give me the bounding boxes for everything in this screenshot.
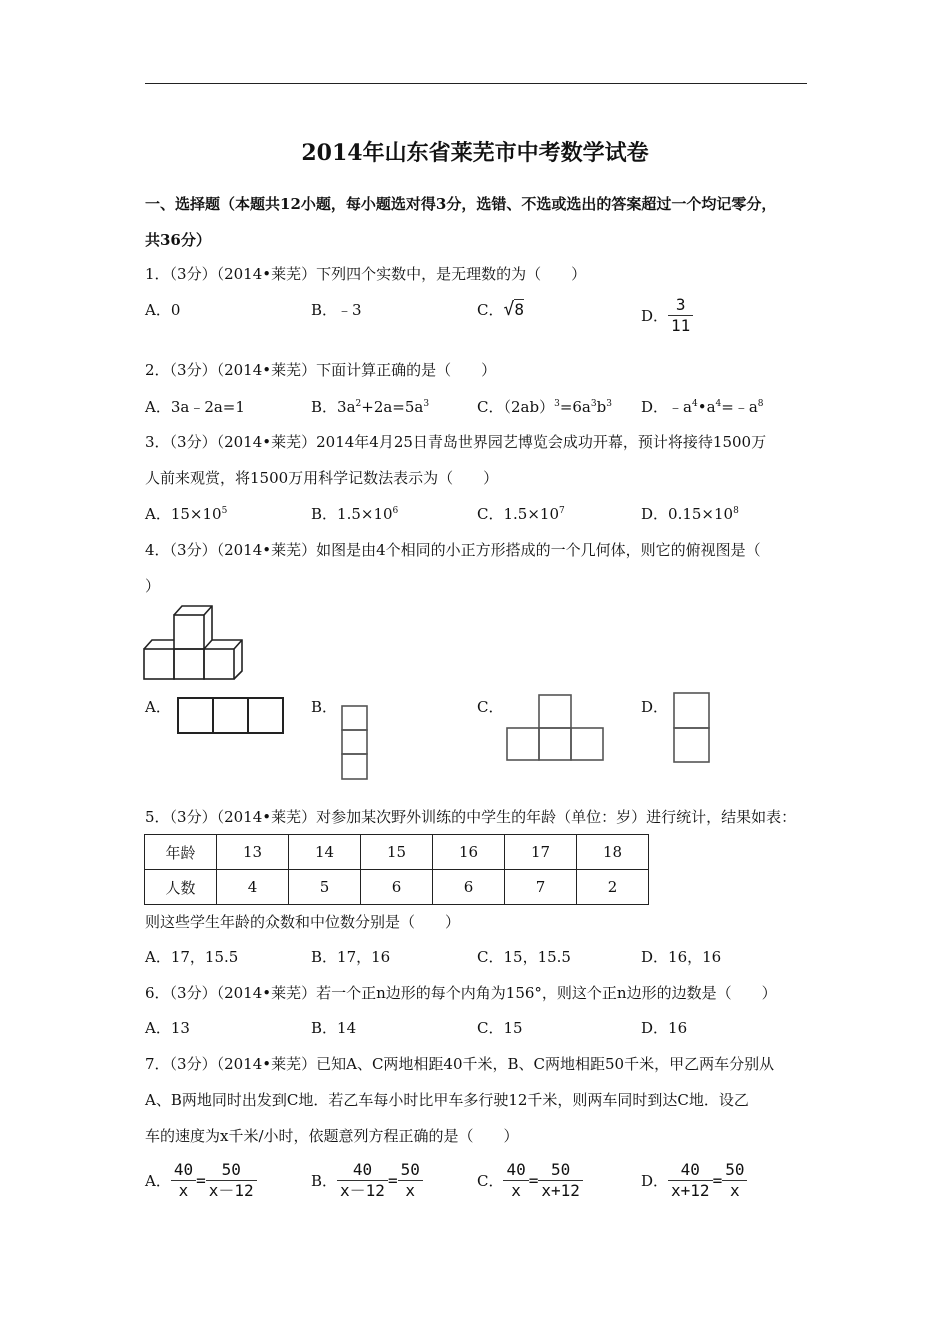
q3-option-b xyxy=(311,503,398,524)
fraction xyxy=(668,1160,713,1201)
q7-option-b xyxy=(311,1160,423,1201)
exponent: 4 xyxy=(691,399,698,409)
exponent: 3 xyxy=(554,399,560,409)
q5-option-d: D．16，16 xyxy=(641,948,722,966)
header-rule xyxy=(145,83,807,84)
q6-option-d: D．16 xyxy=(641,1019,688,1037)
text: B．1.5×10 xyxy=(311,505,393,523)
fraction-denominator: x+12 xyxy=(541,1181,580,1200)
q4-option-c-label: C． xyxy=(477,698,504,716)
q5-stem: 5．（3分）（2014•莱芜）对参加某次野外训练的中学生的年龄（单位：岁）进行统计，结果如表： xyxy=(145,808,797,826)
table-cell: 4 xyxy=(217,870,289,905)
q7-option-d xyxy=(641,1160,747,1201)
option-label: D． xyxy=(641,1172,669,1190)
q1-option-c-label: C． xyxy=(477,301,504,319)
q1-option-a: A．0 xyxy=(145,301,181,319)
q1-option-b: B．﹣3 xyxy=(311,301,362,319)
q5-after: 则这些学生年龄的众数和中位数分别是（ ） xyxy=(145,913,461,931)
q7-line1: 7．（3分）（2014•莱芜）已知A、C两地相距40千米，B、C两地相距50千米，甲乙两车分别从 xyxy=(145,1055,775,1073)
q4-option-a-figure xyxy=(177,697,285,735)
exponent: 4 xyxy=(715,399,722,409)
equals-sign: = xyxy=(712,1171,723,1190)
equals-sign: = xyxy=(387,1171,398,1190)
exponent: 2 xyxy=(355,399,362,409)
fraction-denominator: x－12 xyxy=(208,1181,254,1200)
fraction-numerator: 50 xyxy=(722,1160,747,1181)
fraction-numerator: 40 xyxy=(337,1160,388,1181)
q4-option-a-label: A． xyxy=(145,698,171,716)
fraction xyxy=(337,1160,388,1201)
exponent: 8 xyxy=(757,399,764,409)
q4-option-d-figure xyxy=(673,692,711,764)
q7-option-a xyxy=(145,1160,257,1201)
q3-line2: 人前来观赏，将1500万用科学记数法表示为（ ） xyxy=(145,469,499,487)
q4-option-d-label: D． xyxy=(641,698,669,716)
exponent: 8 xyxy=(733,506,739,516)
exponent: 7 xyxy=(559,506,565,516)
fraction-numerator: 50 xyxy=(538,1160,583,1181)
fraction xyxy=(503,1160,528,1201)
fraction xyxy=(538,1160,583,1201)
text: D．0.15×10 xyxy=(641,505,734,523)
exponent: 5 xyxy=(221,506,228,516)
q7-line2: A、B两地同时出发到C地．若乙车每小时比甲车多行驶12千米，则两车同时到达C地．设乙 xyxy=(145,1091,749,1109)
table-cell: 16 xyxy=(433,835,505,870)
fraction xyxy=(206,1160,257,1201)
exponent: 3 xyxy=(590,399,597,409)
q1-stem: 1．（3分）（2014•莱芜）下列四个实数中，是无理数的为（ ） xyxy=(145,265,587,283)
fraction-numerator: 40 xyxy=(668,1160,713,1181)
q3-line1: 3．（3分）（2014•莱芜）2014年4月25日青岛世界园艺博览会成功开幕，预计将接待1500万 xyxy=(145,433,767,451)
option-label: C． xyxy=(477,1172,504,1190)
q1-option-d-label: D． xyxy=(641,307,669,325)
table-row xyxy=(145,870,649,905)
text: =6a xyxy=(559,398,591,416)
fraction-denominator: x xyxy=(730,1181,740,1200)
table-cell: 人数 xyxy=(145,870,217,905)
exponent: 3 xyxy=(423,399,430,409)
q2-stem: 2．（3分）（2014•莱芜）下面计算正确的是（ ） xyxy=(145,361,497,379)
q4-line2: ） xyxy=(145,577,161,595)
table-cell: 18 xyxy=(577,835,649,870)
fraction xyxy=(722,1160,747,1201)
equals-sign: = xyxy=(528,1171,539,1190)
section-heading-line2: 共36分） xyxy=(145,231,211,249)
q4-line1: 4．（3分）（2014•莱芜）如图是由4个相同的小正方形搭成的一个几何体，则它的俯视图是（ xyxy=(145,541,761,559)
equals-sign: = xyxy=(196,1171,206,1190)
section-heading-line1: 一、选择题（本题共12小题，每小题选对得3分，选错、不选或选出的答案超过一个均记零分， xyxy=(145,195,777,213)
q2-option-a: A．3a﹣2a=1 xyxy=(145,398,245,416)
fraction-numerator: 50 xyxy=(398,1160,423,1181)
option-label: B． xyxy=(311,1172,338,1190)
q3-option-d xyxy=(641,503,739,524)
fraction-numerator: 40 xyxy=(171,1160,196,1181)
q3-option-a xyxy=(145,503,227,524)
text: C．（2ab） xyxy=(477,398,555,416)
fraction-denominator: x－12 xyxy=(340,1181,385,1200)
table-cell: 15 xyxy=(361,835,433,870)
q2-option-b xyxy=(311,396,429,417)
table-cell: 2 xyxy=(577,870,649,905)
fraction-denominator: 11 xyxy=(671,316,691,335)
fraction-denominator: x xyxy=(405,1181,416,1200)
table-cell: 5 xyxy=(289,870,361,905)
fraction-numerator: 3 xyxy=(668,295,693,316)
text: B．3a xyxy=(311,398,356,416)
fraction-numerator: 40 xyxy=(503,1160,528,1181)
fraction-denominator: x+12 xyxy=(671,1181,710,1200)
exponent: 3 xyxy=(606,399,612,409)
q6-stem: 6．（3分）（2014•莱芜）若一个正n边形的每个内角为156°，则这个正n边形的边数是（ ） xyxy=(145,984,777,1002)
fraction xyxy=(171,1160,196,1201)
q5-option-b: B．17，16 xyxy=(311,948,391,966)
page-title: 2014年山东省莱芜市中考数学试卷 xyxy=(301,140,649,166)
q4-option-b-figure xyxy=(341,705,369,781)
q7-option-c xyxy=(477,1160,583,1201)
table-cell: 年龄 xyxy=(145,835,217,870)
fraction xyxy=(398,1160,423,1201)
q1-option-c-radicand: 8 xyxy=(514,300,524,319)
q5-option-a: A．17，15.5 xyxy=(145,948,239,966)
sqrt-sign: √ xyxy=(503,299,515,320)
q1-option-d xyxy=(641,295,693,336)
fraction-numerator: 50 xyxy=(206,1160,257,1181)
text: +2a=5a xyxy=(361,398,424,416)
fraction-denominator: x xyxy=(511,1181,521,1200)
table-cell: 17 xyxy=(505,835,577,870)
table-row xyxy=(145,835,649,870)
table-cell: 14 xyxy=(289,835,361,870)
text: b xyxy=(596,398,607,416)
option-label: A． xyxy=(145,1172,171,1190)
q3-option-c xyxy=(477,503,565,524)
q2-option-c xyxy=(477,396,612,417)
exponent: 6 xyxy=(392,506,399,516)
q7-line3: 车的速度为x千米/小时，依题意列方程正确的是（ ） xyxy=(145,1127,519,1145)
q6-option-c: C．15 xyxy=(477,1019,523,1037)
table-cell: 6 xyxy=(433,870,505,905)
age-table xyxy=(144,834,649,905)
q6-option-b: B．14 xyxy=(311,1019,357,1037)
text: •a xyxy=(697,398,716,416)
table-cell: 6 xyxy=(361,870,433,905)
q1-option-d-fraction xyxy=(668,295,693,336)
q4-option-c-figure xyxy=(506,694,606,762)
q4-option-b-label: B． xyxy=(311,698,338,716)
q6-option-a: A．13 xyxy=(145,1019,190,1037)
table-cell: 13 xyxy=(217,835,289,870)
text: A．15×10 xyxy=(145,505,222,523)
cube-figure xyxy=(142,603,247,681)
q5-option-c: C．15，15.5 xyxy=(477,948,571,966)
q1-option-c xyxy=(477,299,524,320)
q2-option-d xyxy=(641,396,764,417)
table-cell: 7 xyxy=(505,870,577,905)
text: D．﹣a xyxy=(641,398,692,416)
fraction-denominator: x xyxy=(178,1181,189,1200)
text: C．1.5×10 xyxy=(477,505,559,523)
text: =﹣a xyxy=(721,398,758,416)
